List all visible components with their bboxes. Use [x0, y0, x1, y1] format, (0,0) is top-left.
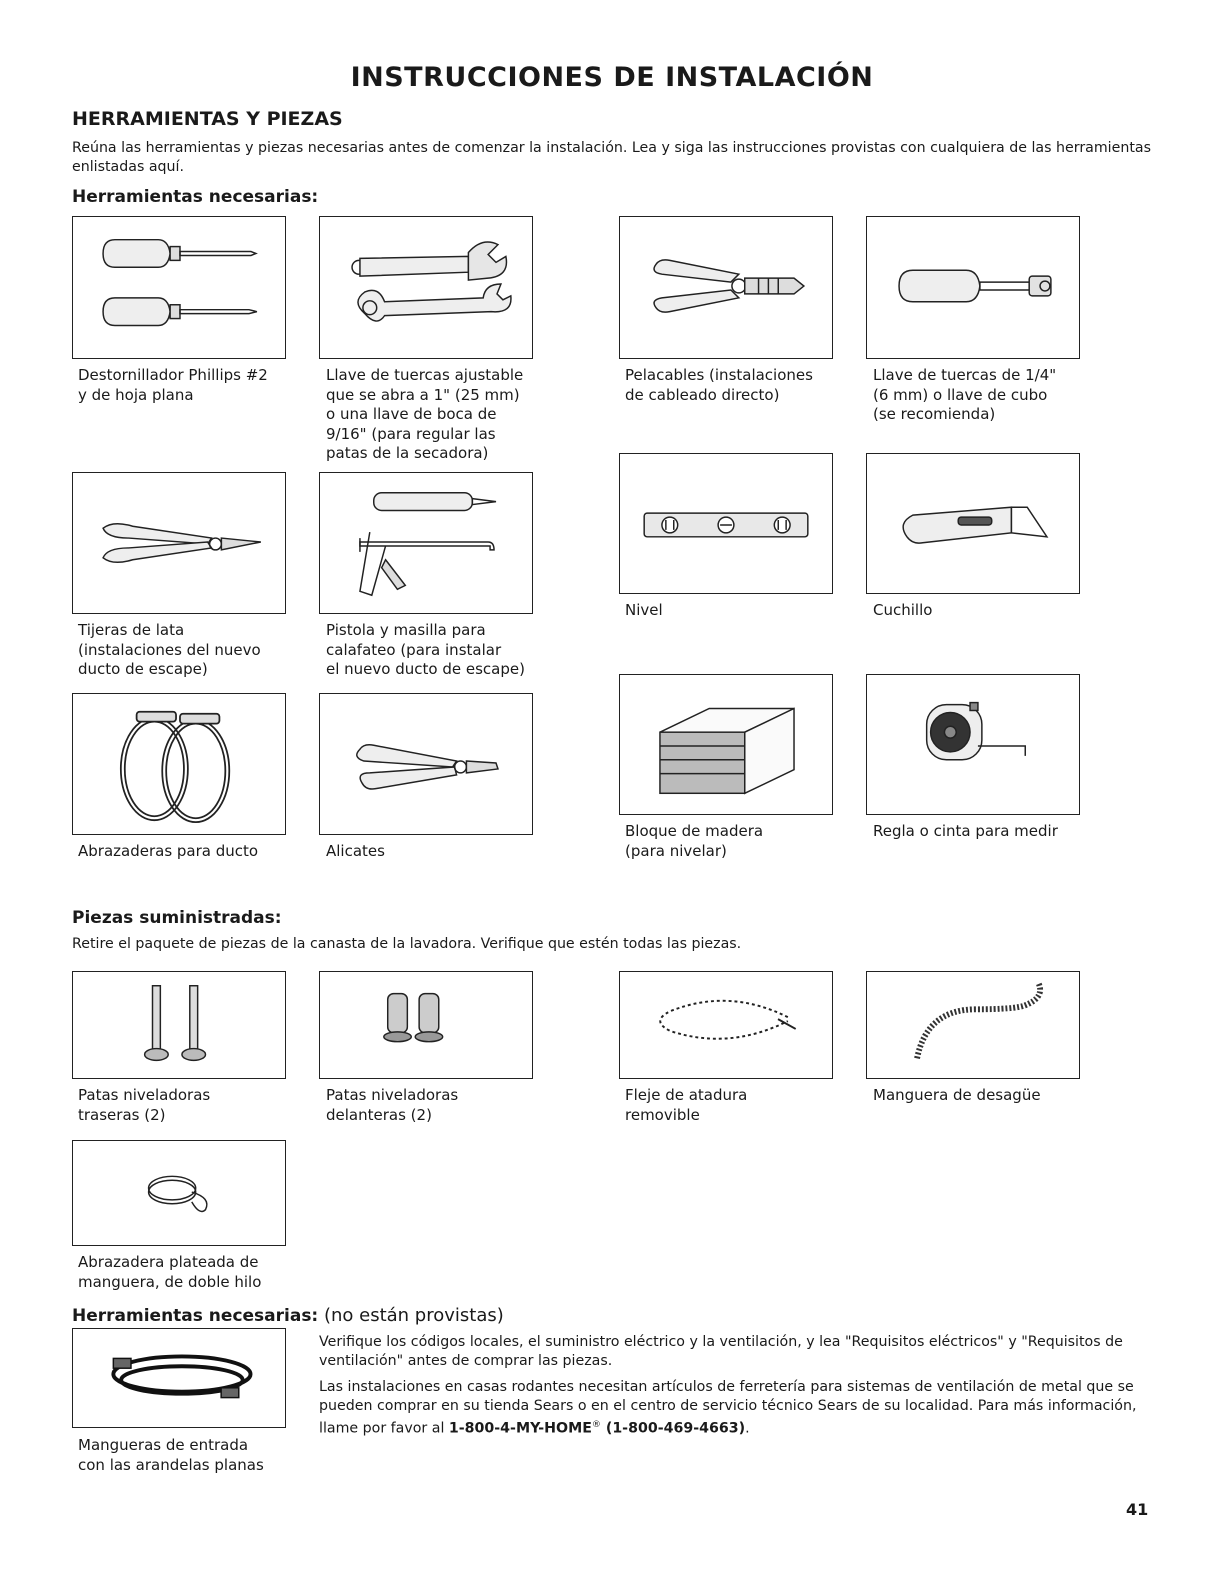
required-heading	[72, 1305, 504, 1326]
phone-registered: ®	[591, 1420, 601, 1430]
tool-caption: Tijeras de lata (instalaciones del nuevo ducto de escape)	[78, 621, 261, 678]
tape-measure-icon	[866, 674, 1080, 815]
nut-driver-icon	[866, 216, 1080, 359]
tool-caption: Destornillador Phillips #2 y de hoja plana	[78, 366, 268, 404]
tool-caption: Regla o cinta para medir	[873, 822, 1058, 840]
part-caption: Manguera de desagüe	[873, 1086, 1041, 1104]
tin-snips-icon	[72, 472, 286, 614]
front-leveling-legs-icon	[319, 971, 533, 1079]
required-heading-bold: Herramientas necesarias:	[72, 1306, 319, 1326]
intro-text: Reúna las herramientas y piezas necesarias antes de comenzar la instalación. Lea y siga las instrucciones provistas con cualquiera de las herramientas enlistadas aquí.	[72, 140, 1151, 175]
tool-caption: Llave de tuercas de 1/4" (6 mm) o llave de cubo (se recomienda)	[873, 366, 1057, 423]
inlet-hoses-icon	[72, 1328, 286, 1428]
tool-caption: Llave de tuercas ajustable que se abra a 1" (25 mm) o una llave de boca de 9/16" (para regular las patas de la secadora)	[326, 366, 524, 462]
part-caption: Patas niveladoras delanteras (2)	[326, 1086, 459, 1124]
drain-hose-icon	[866, 971, 1080, 1079]
page-title: INSTRUCCIONES DE INSTALACIÓN	[350, 62, 874, 93]
section-title: HERRAMIENTAS Y PIEZAS	[72, 108, 343, 130]
required-heading-note: (no están provistas)	[318, 1305, 504, 1326]
tie-strap-icon	[619, 971, 833, 1079]
wood-block-icon	[619, 674, 833, 815]
page-number: 41	[1126, 1500, 1149, 1519]
hose-clamp-icon	[72, 1140, 286, 1246]
parts-intro: Retire el paquete de piezas de la canasta de la lavadora. Verifique que estén todas las piezas.	[72, 936, 742, 952]
part-caption: Patas niveladoras traseras (2)	[78, 1086, 211, 1124]
screwdrivers-icon	[72, 216, 286, 359]
wire-stripper-icon	[619, 216, 833, 359]
tool-caption: Bloque de madera (para nivelar)	[625, 822, 764, 860]
tool-caption: Pelacables (instalaciones de cableado directo)	[625, 366, 813, 404]
tool-caption: Alicates	[326, 842, 385, 860]
level-icon	[619, 453, 833, 594]
wrenches-icon	[319, 216, 533, 359]
required-para-2-text: Las instalaciones en casas rodantes necesitan artículos de ferretería para sistemas de ventilación de metal que se pueden comprar en su tienda Sears o en el centro de servicio técnico Sears de su localidad. Para más información, llame por favor al	[319, 1379, 1137, 1437]
part-caption: Abrazadera plateada de manguera, de doble hilo	[78, 1253, 262, 1291]
required-para-1: Verifique los códigos locales, el suministro eléctrico y la ventilación, y lea "Requisitos eléctricos" y "Requisitos de ventilación" antes de comprar las piezas.	[319, 1334, 1123, 1369]
tool-caption: Pistola y masilla para calafateo (para instalar el nuevo ducto de escape)	[326, 621, 525, 678]
phone-number: (1-800-469-4663)	[600, 1420, 746, 1437]
utility-knife-icon	[866, 453, 1080, 594]
rear-leveling-legs-icon	[72, 971, 286, 1079]
tool-caption: Cuchillo	[873, 601, 933, 619]
part-caption: Fleje de atadura removible	[625, 1086, 748, 1124]
required-para-2	[319, 1378, 1149, 1439]
caulking-gun-icon	[319, 472, 533, 614]
required-para-end: .	[745, 1420, 750, 1437]
tool-caption: Nivel	[625, 601, 663, 619]
required-caption: Mangueras de entrada con las arandelas planas	[78, 1436, 264, 1474]
pliers-icon	[319, 693, 533, 835]
phone-brand: 1-800-4-MY-HOME	[448, 1420, 592, 1437]
tool-caption: Abrazaderas para ducto	[78, 842, 259, 860]
tools-heading: Herramientas necesarias:	[72, 187, 319, 207]
parts-heading: Piezas suministradas:	[72, 908, 282, 928]
duct-clamps-icon	[72, 693, 286, 835]
